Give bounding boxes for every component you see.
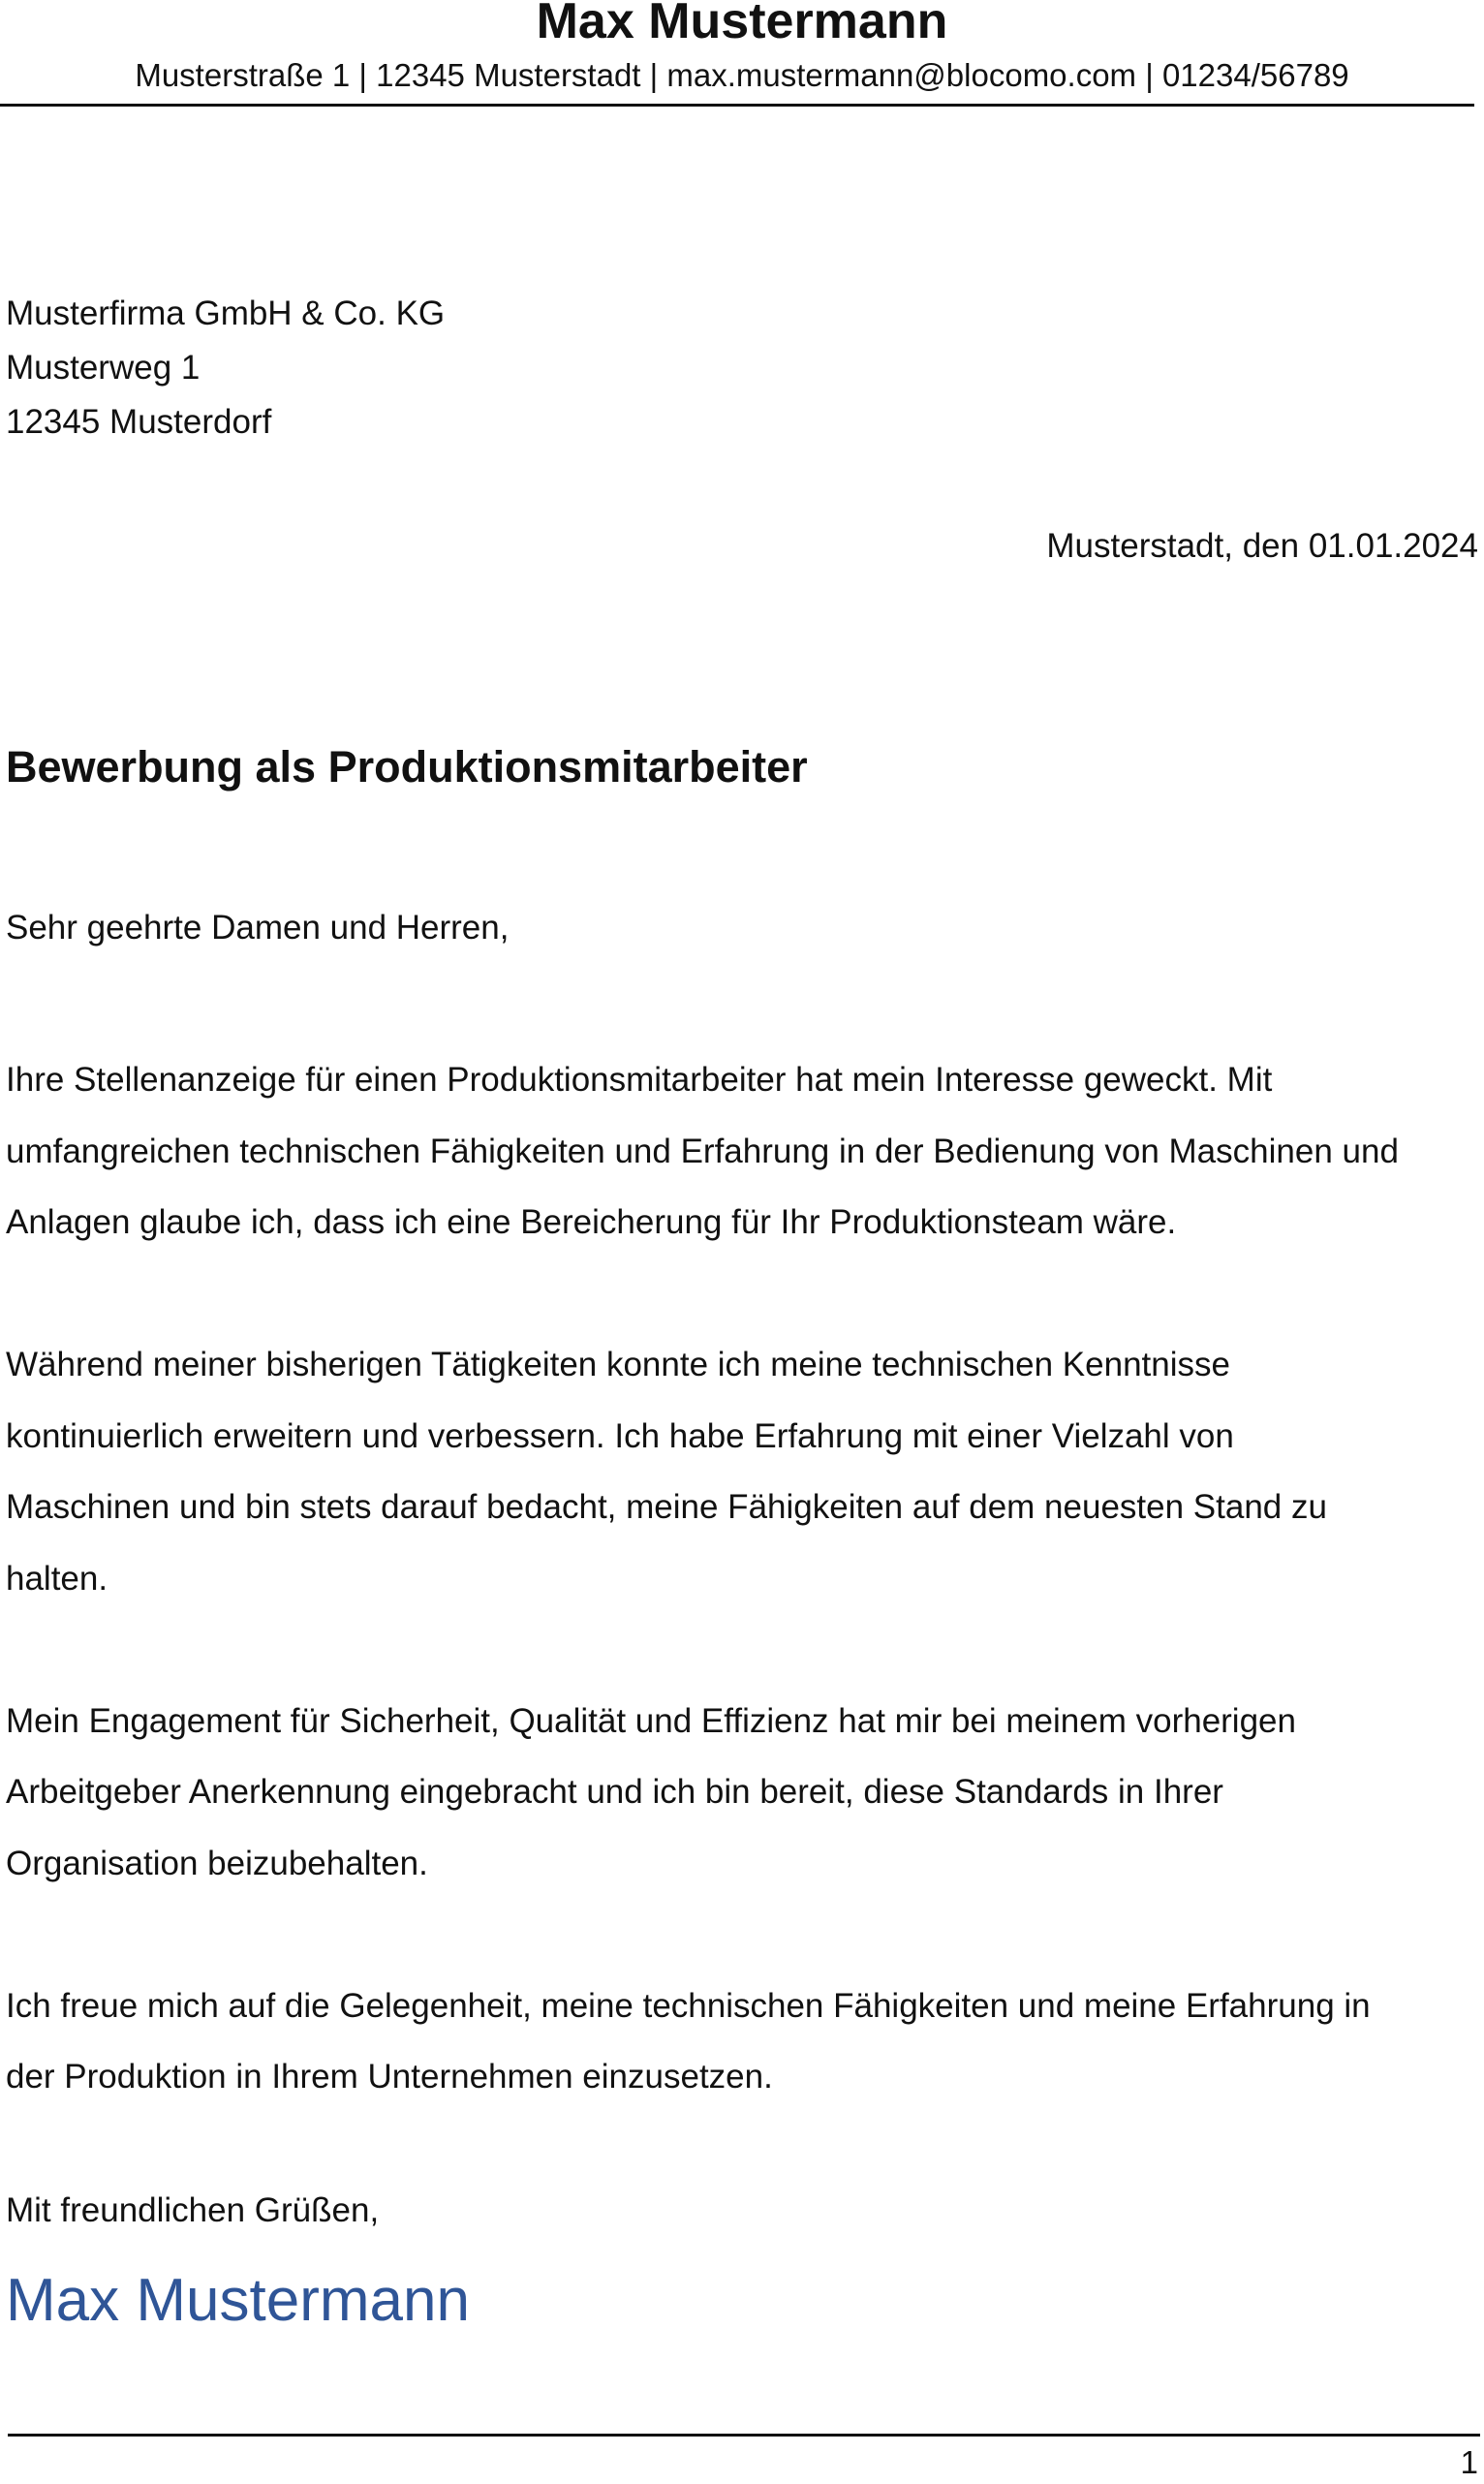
body-paragraph-3 <box>6 1686 1478 1900</box>
recipient-street: Musterweg 1 <box>6 349 201 387</box>
body-line: Arbeitgeber Anerkennung eingebracht und ich bin bereit, diese Standards in Ihrer <box>6 1773 1223 1811</box>
letter-date: Musterstadt, den 01.01.2024 <box>1046 527 1478 565</box>
header-divider <box>0 104 1474 107</box>
body-line: halten. <box>6 1559 108 1598</box>
body-paragraph-4 <box>6 1971 1478 2113</box>
letter-body <box>6 1044 1478 2184</box>
footer-divider <box>8 2434 1480 2437</box>
body-line: Während meiner bisherigen Tätigkeiten konnte ich meine technischen Kenntnisse <box>6 1346 1230 1383</box>
body-line: Anlagen glaube ich, dass ich eine Bereicherung für Ihr Produktionsteam wäre. <box>6 1203 1177 1241</box>
body-line: kontinuierlich erweitern und verbessern. Ich habe Erfahrung mit einer Vielzahl von <box>6 1416 1234 1455</box>
sender-contact-line: Musterstraße 1 | 12345 Musterstadt | max.mustermann@blocomo.com | 01234/56789 <box>135 57 1349 93</box>
body-paragraph-2 <box>6 1329 1478 1614</box>
letter-closing: Mit freundlichen Grüßen, <box>6 2191 380 2229</box>
body-line: Mein Engagement für Sicherheit, Qualität und Effizienz hat mir bei meinem vorherigen <box>6 1701 1296 1740</box>
page-number: 1 <box>1460 2444 1478 2480</box>
body-line: Ihre Stellenanzeige für einen Produktionsmitarbeiter hat mein Interesse geweckt. Mit <box>6 1061 1273 1099</box>
body-line: umfangreichen technischen Fähigkeiten und Erfahrung in der Bedienung von Maschinen und <box>6 1132 1399 1170</box>
signature: Max Mustermann <box>6 2267 470 2334</box>
body-line: Organisation beizubehalten. <box>6 1844 428 1882</box>
body-line: der Produktion in Ihrem Unternehmen einzusetzen. <box>6 2058 773 2096</box>
body-line: Maschinen und bin stets darauf bedacht, meine Fähigkeiten auf dem neuesten Stand zu <box>6 1488 1327 1526</box>
recipient-address <box>6 287 445 450</box>
letter-salutation: Sehr geehrte Damen und Herren, <box>6 909 510 947</box>
recipient-company: Musterfirma GmbH & Co. KG <box>6 295 446 332</box>
letter-subject: Bewerbung als Produktionsmitarbeiter <box>6 742 808 792</box>
body-line: Ich freue mich auf die Gelegenheit, meine technischen Fähigkeiten und meine Erfahrung in <box>6 1986 1371 2025</box>
sender-name: Max Mustermann <box>536 0 948 49</box>
body-paragraph-1 <box>6 1044 1478 1258</box>
recipient-city: 12345 Musterdorf <box>6 403 272 441</box>
